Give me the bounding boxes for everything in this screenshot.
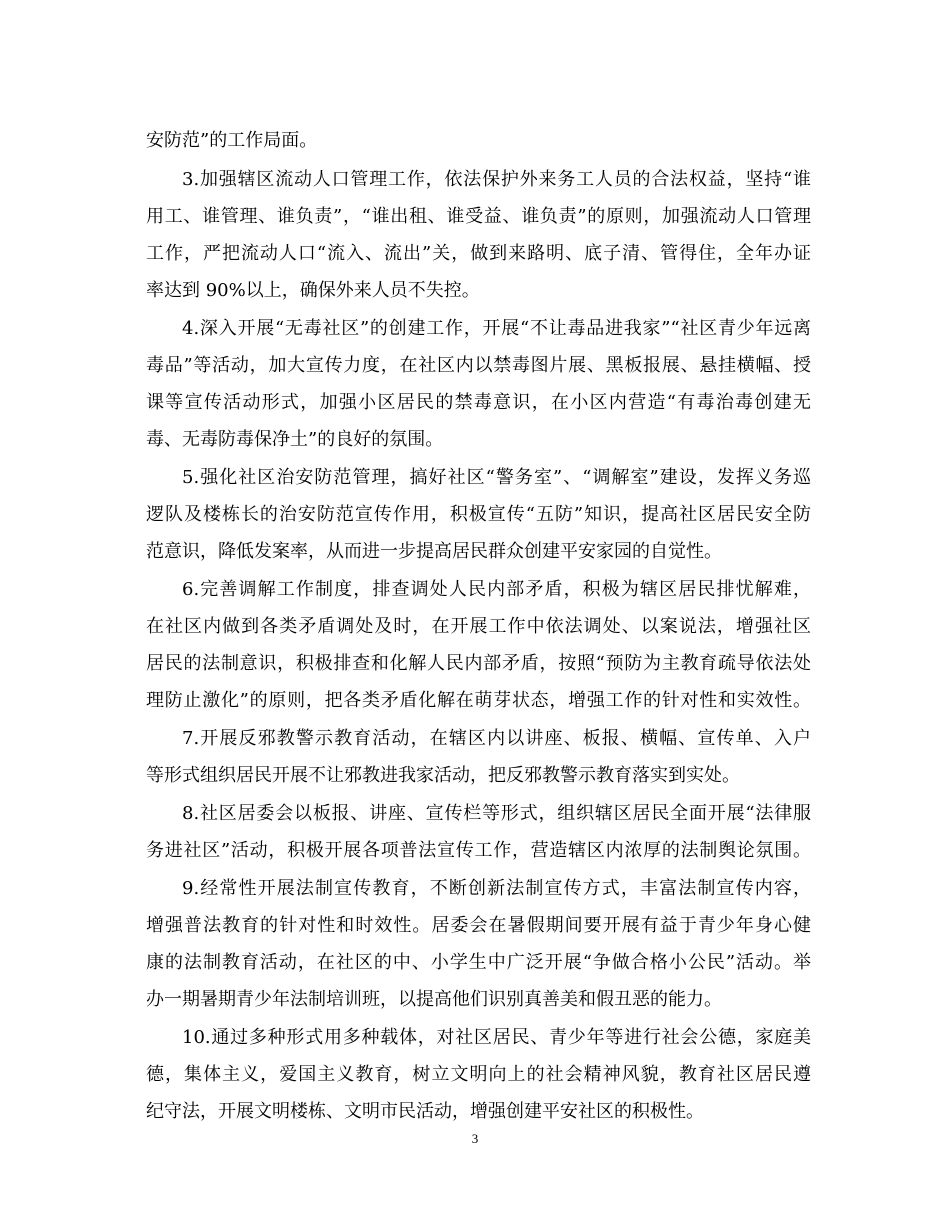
text-line: 率达到 90%以上，确保外来人员不失控。 (146, 280, 480, 301)
text-line: 增强普法教育的针对性和时效性。居委会在暑假期间要开展有益于青少年身心健 (146, 915, 811, 936)
text-line: 毒、无毒防毒保净土”的良好的氛围。 (146, 429, 444, 450)
text-line: 范意识，降低发案率，从而进一步提高居民群众创建平安家园的自觉性。 (146, 541, 722, 562)
text-line: 毒品”等活动，加大宣传力度，在社区内以禁毒图片展、黑板报展、悬挂横幅、授 (146, 355, 811, 376)
text-line: 德，集体主义，爱国主义教育，树立文明向上的社会精神风貌，教育社区居民遵 (146, 1064, 811, 1085)
text-line: 务进社区”活动，积极开展各项普法宣传工作，营造辖区内浓厚的法制舆论氛围。 (146, 840, 811, 861)
page-number: 3 (471, 1131, 479, 1146)
text-line: 在社区内做到各类矛盾调处及时，在开展工作中依法调处、以案说法，增强社区 (146, 616, 811, 637)
text-line: 纪守法，开展文明楼栋、文明市民活动，增强创建平安社区的积极性。 (146, 1101, 704, 1122)
paragraph-item-8-line: 8.社区居委会以板报、讲座、宣传栏等形式，组织辖区居民全面开展“法律服 (182, 803, 811, 824)
paragraph-item-4-line: 4.深入开展“无毒社区”的创建工作，开展“不让毒品进我家”“社区青少年远离 (182, 318, 811, 339)
text-line: 安防范”的工作局面。 (146, 130, 318, 151)
text-line: 工作，严把流动人口“流入、流出”关，做到来路明、底子清、管得住，全年办证 (146, 243, 811, 264)
paragraph-item-10-line: 10.通过多种形式用多种载体，对社区居民、青少年等进行社会公德，家庭美 (182, 1027, 811, 1048)
text-line: 理防止激化”的原则，把各类矛盾化解在萌芽状态，增强工作的针对性和实效性。 (146, 690, 811, 711)
paragraph-item-7-line: 7.开展反邪教警示教育活动，在辖区内以讲座、板报、横幅、宣传单、入户 (182, 728, 811, 749)
text-line: 办一期暑期青少年法制培训班，以提高他们识别真善美和假丑恶的能力。 (146, 989, 722, 1010)
text-line: 课等宣传活动形式，加强小区居民的禁毒意识，在小区内营造“有毒治毒创建无 (146, 392, 811, 413)
paragraph-item-5-line: 5.强化社区治安防范管理，搞好社区“警务室”、“调解室”建设，发挥义务巡 (182, 467, 811, 488)
text-line: 用工、谁管理、谁负责”，“谁出租、谁受益、谁负责”的原则，加强流动人口管理 (146, 206, 811, 227)
paragraph-item-6-line: 6.完善调解工作制度，排查调处人民内部矛盾，积极为辖区居民排忧解难， (182, 579, 811, 600)
text-line: 等形式组织居民开展不让邪教进我家活动，把反邪教警示教育落实到实处。 (146, 765, 740, 786)
text-line: 康的法制教育活动，在社区的中、小学生中广泛开展“争做合格小公民”活动。举 (146, 952, 811, 973)
paragraph-item-9-line: 9.经常性开展法制宣传教育，不断创新法制宣传方式，丰富法制宣传内容， (182, 878, 811, 899)
text-line: 居民的法制意识，积极排查和化解人民内部矛盾，按照“预防为主教育疏导依法处 (146, 653, 811, 674)
paragraph-item-3-line: 3.加强辖区流动人口管理工作，依法保护外来务工人员的合法权益，坚持“谁 (182, 169, 811, 190)
text-line: 逻队及楼栋长的治安防范宣传作用，积极宣传“五防”知识，提高社区居民安全防 (146, 504, 811, 525)
